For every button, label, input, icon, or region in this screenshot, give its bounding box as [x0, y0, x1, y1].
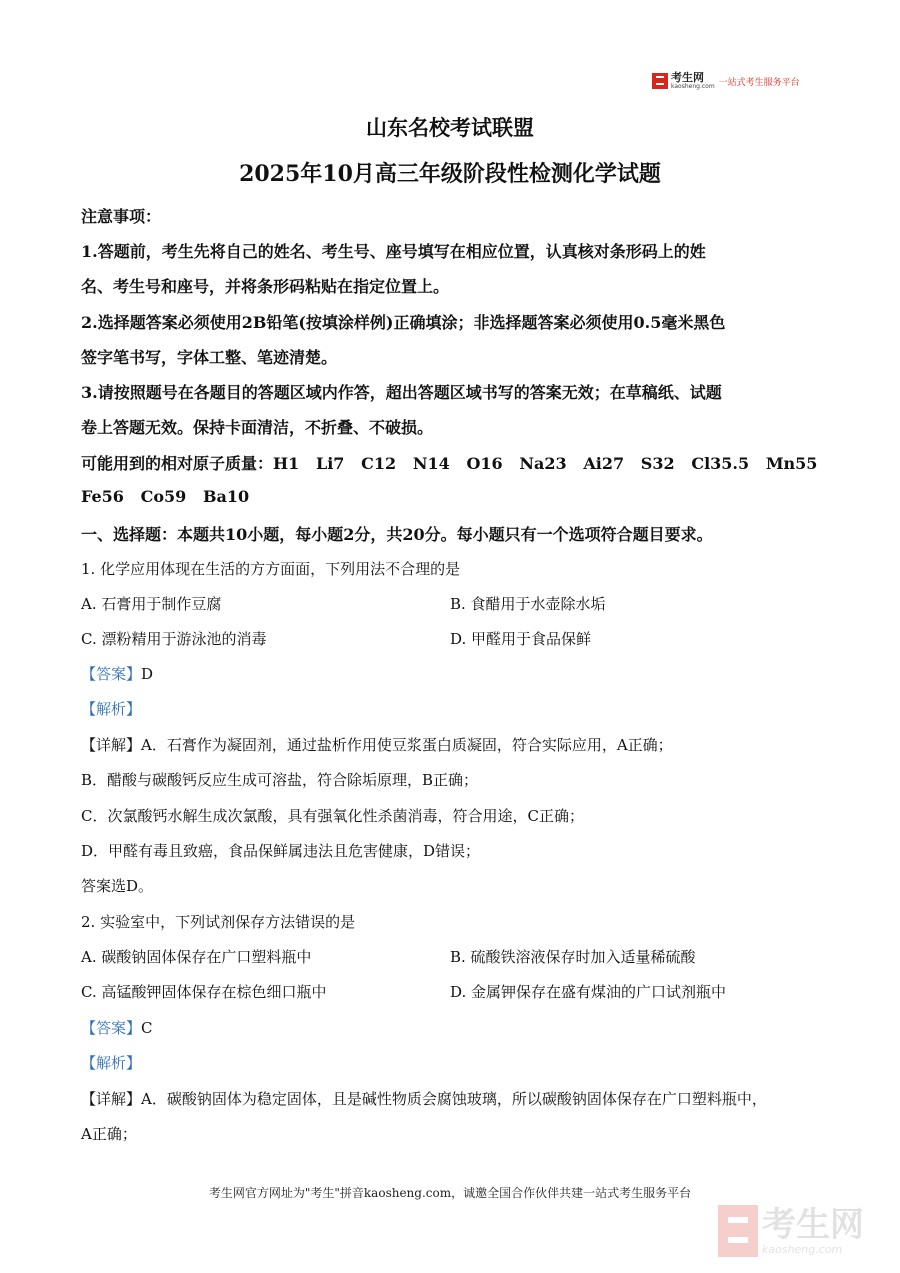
atomic-mass-line-1: 可能用到的相对原子质量：H1 Li7 C12 N14 O16 Na23 Ai27 S32 Cl35.5 Mn55	[81, 454, 818, 473]
q2-detail-1	[81, 1088, 767, 1109]
q1-detail-tag: 【详解】	[81, 736, 142, 754]
watermark-logo	[718, 1205, 864, 1257]
q1-answer-value: D	[141, 665, 154, 683]
q2-detail-1-text: A．碳酸钠固体为稳定固体，且是碱性物质会腐蚀玻璃，所以碳酸钠固体保存在广口塑料瓶中，	[141, 1090, 767, 1108]
logo-domain: kaosheng.com	[671, 83, 715, 90]
logo-mark-icon	[652, 73, 668, 89]
q2-answer-value: C	[141, 1019, 153, 1037]
watermark-mark-icon	[718, 1205, 758, 1257]
notice-line-1: 1.答题前，考生先将自己的姓名、考生号、座号填写在相应位置，认真核对条形码上的姓	[81, 242, 706, 261]
notice-heading: 注意事项：	[81, 207, 162, 226]
section-heading: 一、选择题：本题共10小题，每小题2分，共20分。每小题只有一个选项符合题目要求。	[81, 525, 713, 544]
notice-line-2: 名、考生号和座号，并将条形码粘贴在指定位置上。	[81, 277, 450, 296]
q2-answer	[81, 1017, 153, 1038]
q1-detail-1	[81, 734, 673, 755]
exam-title: 2025年10月高三年级阶段性检测化学试题	[239, 161, 661, 187]
q2-option-c: C. 高锰酸钾固体保存在棕色细口瓶中	[81, 983, 327, 1001]
q1-answer-tag: 【答案】	[81, 665, 142, 683]
q1-option-b: B. 食醋用于水壶除水垢	[450, 595, 606, 613]
exam-union-title: 山东名校考试联盟	[366, 115, 534, 140]
logo-name: 考生网	[671, 71, 704, 84]
logo-slogan: 一站式考生服务平台	[718, 77, 800, 88]
notice-line-3: 2.选择题答案必须使用2B铅笔(按填涂样例)正确填涂；非选择题答案必须使用0.5毫米黑色	[81, 313, 726, 332]
q1-detail-3: C．次氯酸钙水解生成次氯酸，具有强氧化性杀菌消毒，符合用途，C正确；	[81, 807, 584, 825]
q2-option-d: D. 金属钾保存在盛有煤油的广口试剂瓶中	[450, 983, 727, 1001]
q1-option-a: A. 石膏用于制作豆腐	[81, 595, 222, 613]
footer-text: 考生网官方网址为"考生"拼音kaosheng.com，诚邀全国合作伙伴共建一站式考生服务平台	[208, 1186, 692, 1200]
q2-option-a: A. 碳酸钠固体保存在广口塑料瓶中	[81, 948, 312, 966]
watermark-domain: kaosheng.com	[762, 1242, 843, 1256]
q2-option-b: B. 硫酸铁溶液保存时加入适量稀硫酸	[450, 948, 696, 966]
watermark-name: 考生网	[762, 1204, 864, 1245]
q2-analysis-tag: 【解析】	[81, 1054, 142, 1072]
q2-detail-tag: 【详解】	[81, 1090, 142, 1108]
site-logo	[652, 72, 800, 90]
q1-answer	[81, 663, 153, 684]
q1-option-c: C. 漂粉精用于游泳池的消毒	[81, 630, 267, 648]
q1-analysis-tag: 【解析】	[81, 700, 142, 718]
q2-answer-tag: 【答案】	[81, 1019, 142, 1037]
notice-line-5: 3.请按照题号在各题目的答题区域内作答，超出答题区域书写的答案无效；在草稿纸、试题	[81, 383, 722, 402]
q1-detail-2: B．醋酸与碳酸钙反应生成可溶盐，符合除垢原理，B正确；	[81, 771, 479, 789]
notice-line-6: 卷上答题无效。保持卡面清洁，不折叠、不破损。	[81, 418, 434, 437]
q1-conclusion: 答案选D。	[81, 877, 154, 895]
q2-detail-1-cont: A正确；	[81, 1125, 137, 1143]
q1-detail-4: D．甲醛有毒且致癌，食品保鲜属违法且危害健康，D错误；	[81, 842, 481, 860]
notice-line-4: 签字笔书写，字体工整、笔迹清楚。	[81, 348, 338, 367]
atomic-mass-line-2: Fe56 Co59 Ba10	[81, 487, 250, 506]
q1-detail-1-text: A．石膏作为凝固剂，通过盐析作用使豆浆蛋白质凝固，符合实际应用，A正确；	[141, 736, 673, 754]
q1-stem: 1. 化学应用体现在生活的方方面面，下列用法不合理的是	[81, 560, 461, 578]
q2-stem: 2. 实验室中，下列试剂保存方法错误的是	[81, 913, 356, 931]
q1-option-d: D. 甲醛用于食品保鲜	[450, 630, 592, 648]
